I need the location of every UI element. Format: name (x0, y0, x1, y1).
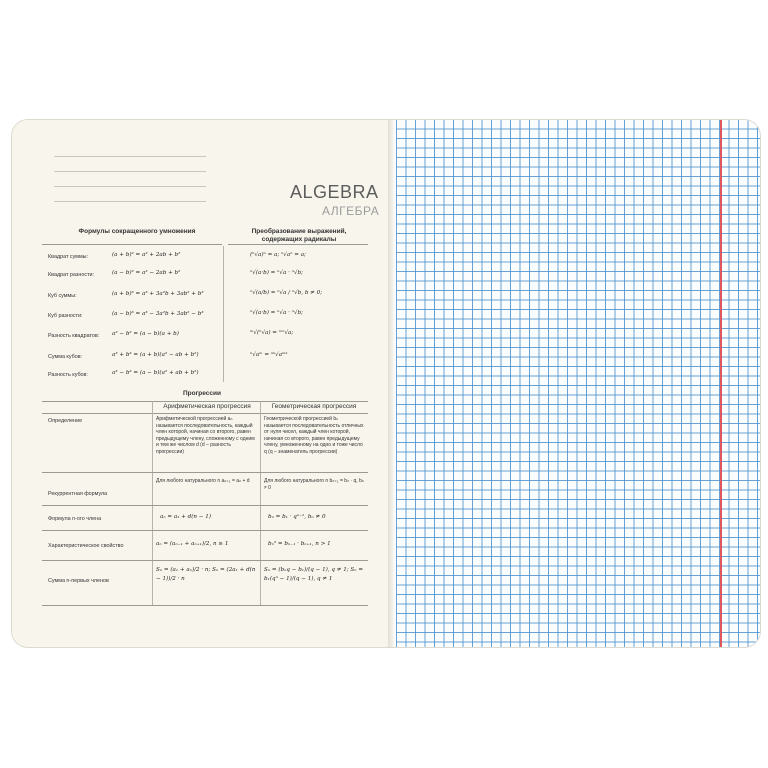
prog-row-label: Определение (48, 418, 83, 424)
formula-label: Квадрат разности: (48, 272, 94, 278)
prog-row-label: Формула n-ого члена (48, 516, 102, 522)
col-geom-header: Геометрическая прогрессия (271, 403, 357, 410)
red-margin-line (720, 120, 722, 647)
notebook-spine (388, 120, 396, 647)
formula: (a − b)² = a² − 2ab + b² (112, 270, 181, 276)
left-page (12, 120, 388, 647)
divider (42, 401, 368, 402)
divider (42, 560, 368, 561)
formula: a² − b² = (a − b)(a + b) (112, 331, 179, 337)
prog-cell: Для любого натурального n bₙ₊₁ = bₙ · q, bₙ ≠ 0 (264, 478, 364, 491)
formula: a³ − b³ = (a − b)(a² + ab + b²) (112, 370, 199, 376)
formula-label: Разность квадратов: (48, 333, 100, 339)
prog-cell: Sₙ = (bₙq − b₁)/(q − 1), q ≠ 1; Sₙ = b₁(qⁿ − 1)/(q − 1), q ≠ 1 (264, 567, 363, 582)
formula-label: Разность кубов: (48, 372, 88, 378)
radical-formula: ⁿ√(a·b) = ⁿ√a · ⁿ√b; (250, 310, 303, 316)
progressions-header: Прогрессии (182, 390, 222, 397)
divider (42, 505, 368, 506)
formula-label: Квадрат суммы: (48, 254, 89, 260)
radicals-header: Преобразование выражений, содержащих радикалы (251, 228, 347, 243)
notebook (12, 120, 760, 647)
prog-cell: bₙ² = bₙ₋₁ · bₙ₊₁, n > 1 (268, 541, 331, 547)
divider (42, 413, 368, 414)
col-arith-header: Арифметическая прогрессия (163, 403, 251, 410)
blank-write-lines (54, 156, 206, 216)
prog-cell: aₙ = a₁ + d(n − 1) (160, 514, 212, 520)
radical-formula: ⁿ√aᵐ = ⁿᵏ√aᵐᵏ (250, 352, 288, 358)
prog-cell: Для любого натурального n aₙ₊₁ = aₙ + d (156, 478, 250, 484)
formula-label: Куб суммы: (48, 293, 77, 299)
divider (223, 246, 224, 382)
formulas-header: Формулы сокращенного умножения (78, 228, 196, 235)
divider (42, 530, 368, 531)
page-title: ALGEBRA (290, 182, 379, 202)
prog-cell: Геометрической прогрессией bₙ называется последовательность отличных от нуля чисел, каждый член которой, начиная со второго, равен предыдущему члену, умноженному на одно и тоже число q (q – знаменатель прогрессии) (264, 416, 364, 455)
radical-formula: ᵐ√(ⁿ√a) = ᵐⁿ√a; (250, 330, 294, 336)
prog-cell: aₙ = (aₙ₋₁ + aₙ₊₁)/2, n ≥ 1 (156, 541, 229, 547)
divider (42, 472, 368, 473)
radical-formula: ⁿ√(a/b) = ⁿ√a / ⁿ√b, b ≠ 0; (250, 290, 323, 296)
prog-cell: Арифметической прогрессией aₙ называется последовательность, каждый член которой, начиная со второго, равен предыдущему члену, сложенному с одним и тем же числом d (d – разность прогрессии) (156, 416, 255, 455)
divider (228, 244, 368, 245)
divider (260, 401, 261, 605)
formula: a³ + b³ = (a + b)(a² − ab + b²) (112, 352, 199, 358)
divider (42, 605, 368, 606)
prog-row-label: Характеристическое свойство (48, 543, 124, 549)
formula-label: Сумма кубов: (48, 354, 83, 360)
prog-row-label: Сумма n-первых членов (48, 578, 109, 584)
prog-cell: bₙ = b₁ · qⁿ⁻¹, bₙ ≠ 0 (268, 514, 326, 520)
right-page-grid (396, 120, 760, 647)
prog-cell: Sₙ = (a₁ + aₙ)/2 · n; Sₙ = (2a₁ + d(n − 1))/2 · n (156, 567, 256, 582)
prog-row-label: Рекуррентная формула (48, 491, 108, 497)
formula: (a + b)³ = a³ + 3a²b + 3ab² + b³ (112, 291, 204, 297)
formula-label: Куб разности: (48, 313, 83, 319)
radical-formula: (ⁿ√a)ⁿ = a; ⁿ√aⁿ = a; (250, 252, 306, 258)
page-subtitle: АЛГЕБРА (322, 204, 380, 218)
formula: (a − b)³ = a³ − 3a²b + 3ab² − b³ (112, 311, 204, 317)
divider (152, 401, 153, 605)
divider (42, 244, 222, 245)
radical-formula: ⁿ√(a·b) = ⁿ√a · ⁿ√b; (250, 270, 303, 276)
formula: (a + b)² = a² + 2ab + b² (112, 252, 181, 258)
